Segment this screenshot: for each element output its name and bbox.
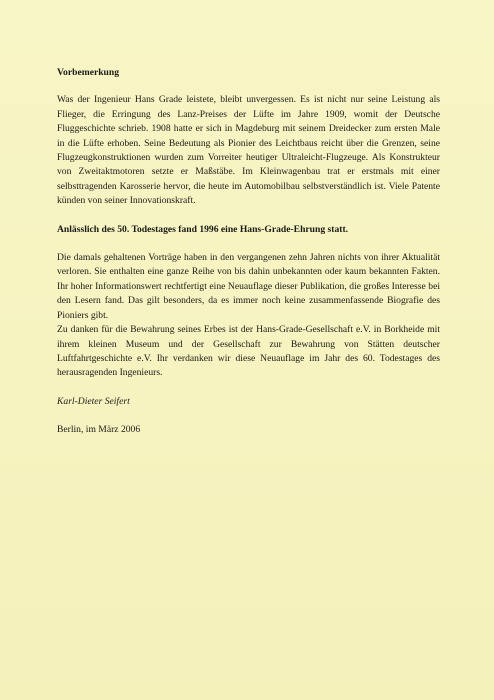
document-body	[57, 66, 440, 438]
lectures-paragraph: Die damals gehaltenen Vorträge haben in den vergangenen zehn Jahren nichts von ihrer Aktualität verloren. Sie enthalten eine ganze Reihe von bis dahin unbekannten oder kaum bekannten Fakten. Ihr hoher Informationswert rechtfertigt eine Neuauflage dieser Publikation, die großes Interesse bei den Lesern fand. Das gilt besonders, da es immer noch keine zusammenfassende Biografie des Pioniers gibt.	[57, 252, 440, 321]
section-heading: Vorbemerkung	[57, 67, 120, 78]
acknowledgement-paragraph: Zu danken für die Bewahrung seines Erbes ist der Hans-Grade-Gesellschaft e.V. in Borkheide mit ihrem kleinen Museum und der Gesellschaft zur Bewahrung von Stätten deutscher Luftfahrtgeschichte e.V. Ihr verdanken wir diese Neuauflage im Jahr des 60. Todestages des herausragenden Ingenieurs.	[57, 324, 440, 379]
intro-paragraph: Was der Ingenieur Hans Grade leistete, bleibt unvergessen. Es ist nicht nur seine Leistung als Flieger, die Erringung des Lanz-Preises der Lüfte im Jahre 1909, womit der Deutsche Fluggeschichte schrieb. 1908 hatte er sich in Magdeburg mit seinem Dreidecker zum ersten Male in die Lüfte erhoben. Seine Bedeutung als Pionier des Leichtbaus reicht über die Grenzen, seine Flugzeugkonstruktionen wurden zum Vorreiter heutiger Ultraleicht-Flugzeuge. Als Konstrukteur von Zweitaktmotoren setzte er Maßstäbe. Im Kleinwagenbau trat er erstmals mit einer selbsttragenden Karosserie hervor, die heute im Automobilbau selbstverständlich ist. Viele Patente künden von seiner Innovationskraft.	[57, 94, 440, 207]
place-date: Berlin, im März 2006	[57, 424, 141, 436]
event-subheading: Anlässlich des 50. Todestages fand 1996 eine Hans-Grade-Ehrung statt.	[57, 223, 349, 235]
author-signature: Karl-Dieter Seifert	[57, 395, 130, 407]
